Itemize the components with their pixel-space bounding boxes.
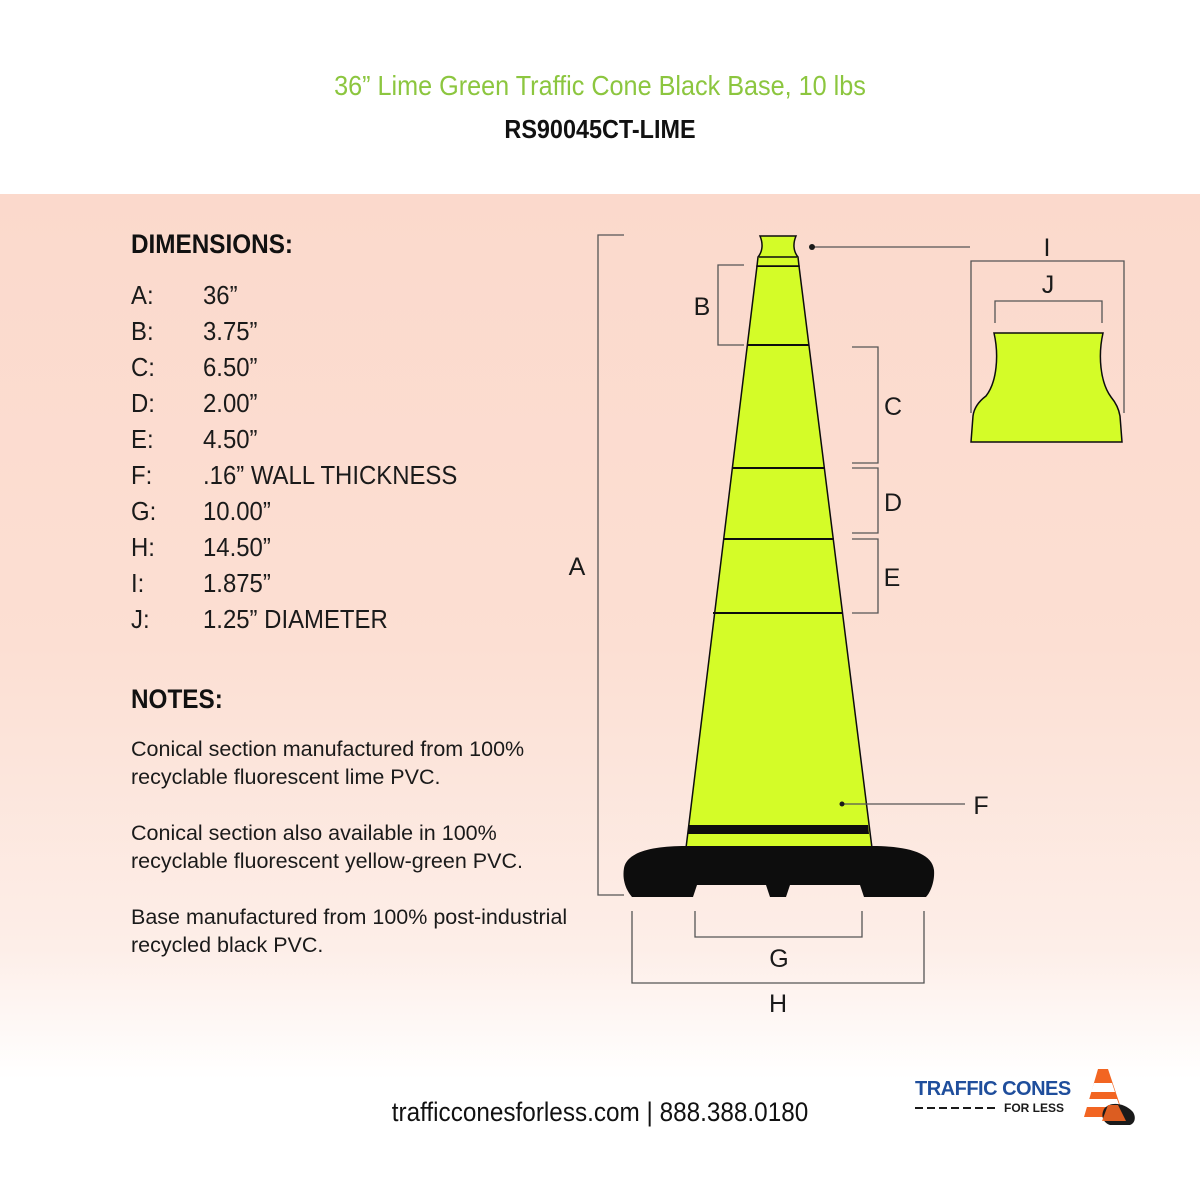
- dimension-value: 36”: [203, 280, 238, 310]
- footer-contact: trafficconesforless.com | 888.388.0180: [391, 1097, 809, 1127]
- dimension-letter: E:: [131, 424, 154, 454]
- dimension-value: 14.50”: [203, 532, 271, 562]
- label-d: D: [883, 489, 903, 517]
- dimension-j-bracket: [995, 301, 1102, 323]
- label-h: H: [768, 990, 788, 1018]
- logo-text-sub: FOR LESS: [1004, 1101, 1065, 1115]
- leader-i-dot: [809, 244, 815, 250]
- product-title: 36” Lime Green Traffic Cone Black Base, 10 lbs: [334, 70, 866, 101]
- label-j: J: [1041, 271, 1055, 299]
- dimension-d-bracket: [852, 468, 878, 533]
- logo-text-main: TRAFFIC CONES: [915, 1078, 1071, 1100]
- dimension-letter: B:: [131, 316, 154, 346]
- traffic-cone-logo-icon: [1080, 1067, 1138, 1129]
- cone-body: [686, 236, 872, 848]
- dimension-value: 3.75”: [203, 316, 258, 346]
- cone-shell: [686, 266, 872, 848]
- note-paragraph: Conical section manufactured from 100% recyclable fluorescent lime PVC.: [131, 737, 525, 789]
- product-sku: RS90045CT-LIME: [504, 114, 696, 144]
- label-c: C: [883, 393, 903, 421]
- cone-black-band: [688, 825, 869, 834]
- dimension-c-bracket: [852, 347, 878, 463]
- dimension-letter: G:: [131, 496, 157, 526]
- dimension-b-bracket: [718, 265, 744, 345]
- dimension-letter: J:: [131, 604, 150, 634]
- label-i: I: [1043, 234, 1051, 262]
- leader-f-dot: [840, 802, 845, 807]
- dimension-letter: F:: [131, 460, 153, 490]
- note-paragraph: Base manufactured from 100% post-industrial recycled black PVC.: [131, 905, 568, 957]
- dimension-value: .16” WALL THICKNESS: [203, 460, 458, 490]
- cone-base: [623, 846, 934, 897]
- dimension-value: 1.25” DIAMETER: [203, 604, 388, 634]
- dimensions-heading: DIMENSIONS:: [131, 229, 294, 259]
- label-f: F: [973, 792, 989, 820]
- note-paragraph: Conical section also available in 100% recyclable fluorescent yellow-green PVC.: [131, 821, 523, 873]
- dimension-letter: D:: [131, 388, 155, 418]
- dimension-letter: A:: [131, 280, 154, 310]
- dimension-a-bracket: [598, 235, 624, 895]
- dimension-letter: H:: [131, 532, 155, 562]
- dimension-value: 10.00”: [203, 496, 271, 526]
- brand-logo: [912, 1065, 1142, 1135]
- dimension-letter: I:: [131, 568, 145, 598]
- dimension-g-bracket: [695, 911, 862, 937]
- logo-dashes: [915, 1107, 999, 1109]
- label-e: E: [883, 564, 901, 592]
- label-b: B: [693, 293, 711, 321]
- dimension-value: 6.50”: [203, 352, 258, 382]
- notes-heading: NOTES:: [131, 684, 223, 714]
- dimension-letter: C:: [131, 352, 155, 382]
- dimension-e-bracket: [852, 539, 878, 613]
- label-a: A: [568, 553, 586, 581]
- dimension-value: 4.50”: [203, 424, 258, 454]
- dimension-value: 2.00”: [203, 388, 258, 418]
- cone-top-collar: [757, 236, 799, 266]
- label-g: G: [769, 945, 789, 973]
- dimension-value: 1.875”: [203, 568, 271, 598]
- collar-detail: [971, 333, 1122, 442]
